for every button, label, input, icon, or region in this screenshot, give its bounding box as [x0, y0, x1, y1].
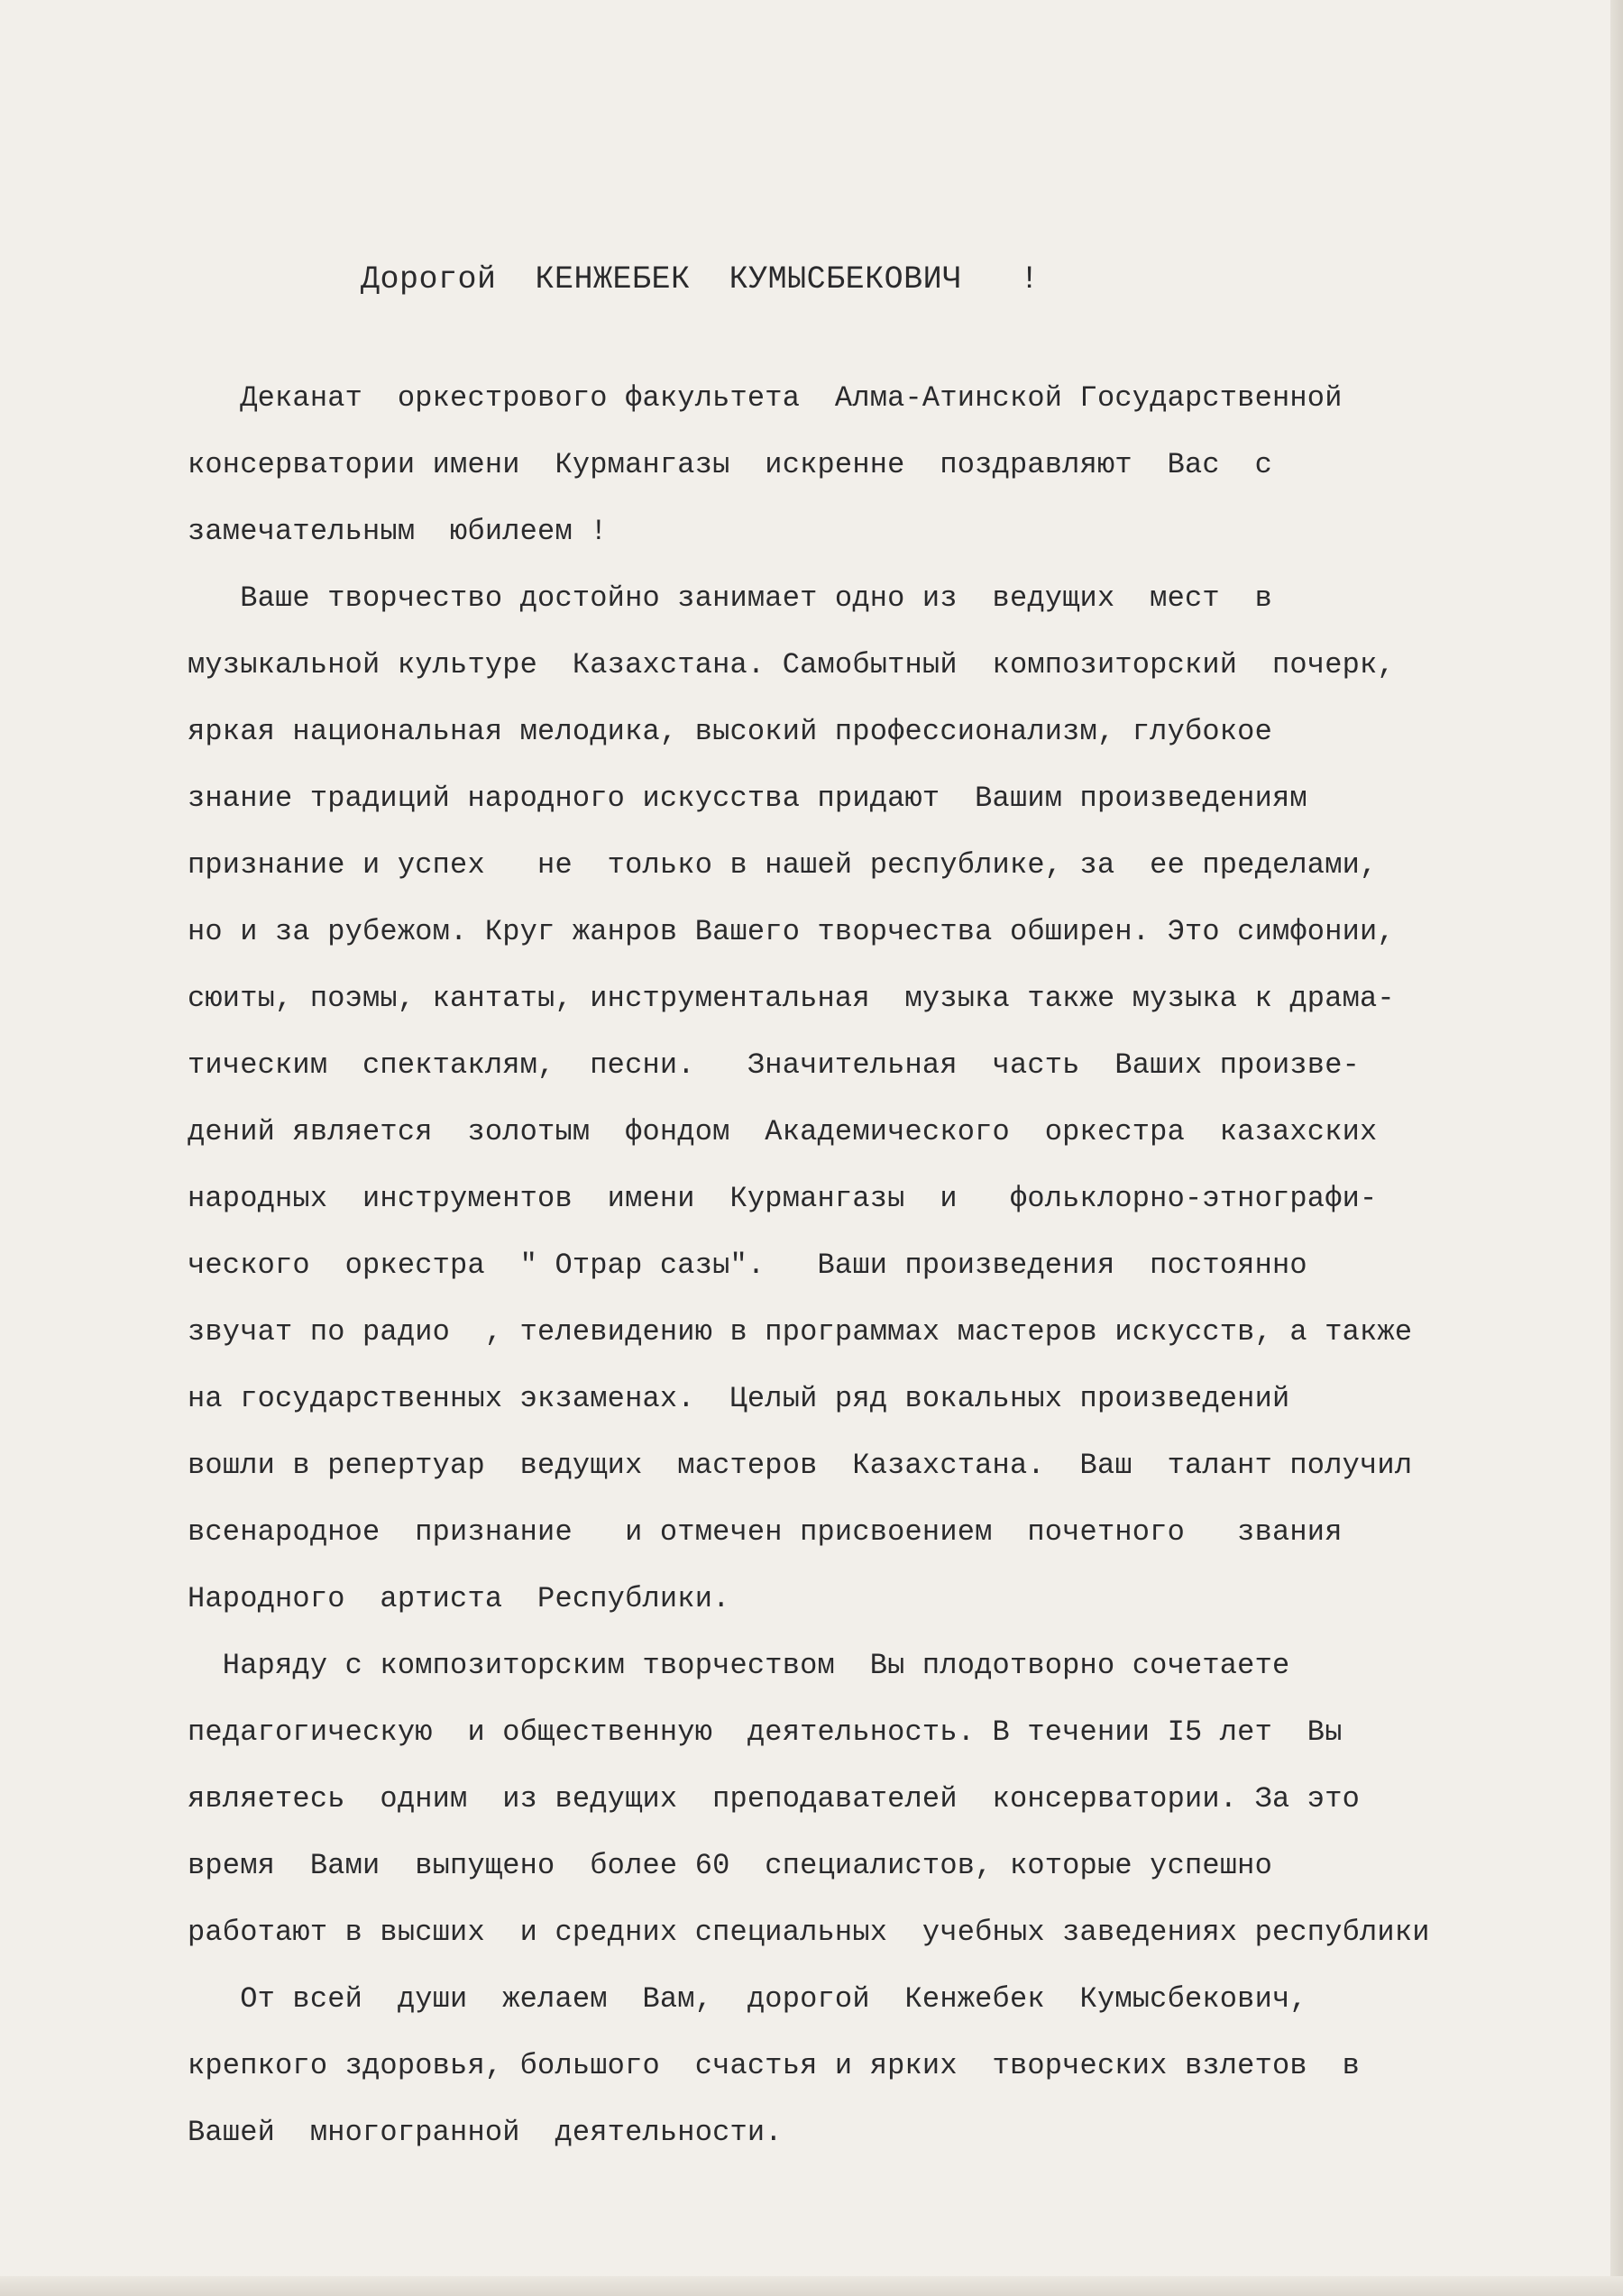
text-line: вошли в репертуар ведущих мастеров Казахстана. Ваш талант получил — [188, 1449, 1413, 1482]
text-line: педагогическую и общественную деятельность. В течении I5 лет Вы — [188, 1715, 1343, 1749]
text-line: являетесь одним из ведущих преподавателей консерватории. За это — [188, 1782, 1361, 1816]
text-line: на государственных экзаменах. Целый ряд вокальных произведений — [188, 1382, 1290, 1415]
text-line: консерватории имени Курмангазы искренне поздравляют Вас с — [188, 448, 1272, 481]
page-edge-right — [1610, 0, 1623, 2296]
text-line: Деканат оркестрового факультета Алма-Атинской Государственной — [188, 381, 1343, 415]
text-line: звучат по радио , телевидению в программах мастеров искусств, а также — [188, 1315, 1413, 1349]
text-line: От всей души желаем Вам, дорогой Кенжебек Кумысбекович, — [188, 1982, 1307, 2016]
letter-body — [188, 365, 1594, 2166]
text-line: признание и успех не только в нашей республике, за ее пределами, — [188, 848, 1378, 882]
page-edge-bottom — [0, 2276, 1623, 2296]
text-line: Народного артиста Республики. — [188, 1582, 730, 1615]
letter-salutation: Дорогой КЕНЖЕБЕК КУМЫСБЕКОВИЧ ! — [361, 261, 1040, 297]
text-line: знание традиций народного искусства придают Вашим произведениям — [188, 782, 1307, 815]
text-line: народных инструментов имени Курмангазы и фольклорно-этнографи- — [188, 1182, 1378, 1215]
text-line: Вашей многогранной деятельности. — [188, 2116, 783, 2149]
text-line: Ваше творчество достойно занимает одно из ведущих мест в — [188, 581, 1272, 615]
text-line: всенародное признание и отмечен присвоением почетного звания — [188, 1515, 1343, 1549]
text-line: работают в высших и средних специальных учебных заведениях республики — [188, 1916, 1430, 1949]
text-line: дений является золотым фондом Академического оркестра казахских — [188, 1115, 1378, 1148]
text-line: ческого оркестра " Отрар сазы". Ваши произведения постоянно — [188, 1249, 1307, 1282]
text-line: музыкальной культуре Казахстана. Самобытный композиторский почерк, — [188, 648, 1395, 681]
text-line: сюиты, поэмы, кантаты, инструментальная музыка также музыка к драма- — [188, 982, 1395, 1015]
text-line: но и за рубежом. Круг жанров Вашего творчества обширен. Это симфонии, — [188, 915, 1395, 948]
text-line: яркая национальная мелодика, высокий профессионализм, глубокое — [188, 715, 1272, 748]
text-line: крепкого здоровья, большого счастья и ярких творческих взлетов в — [188, 2049, 1361, 2082]
text-line: время Вами выпущено более 60 специалистов, которые успешно — [188, 1849, 1272, 1882]
text-line: тическим спектаклям, песни. Значительная часть Ваших произве- — [188, 1048, 1361, 1082]
text-line: Наряду с композиторским творчеством Вы плодотворно сочетаете — [188, 1649, 1290, 1682]
text-line: замечательным юбилеем ! — [188, 515, 608, 548]
